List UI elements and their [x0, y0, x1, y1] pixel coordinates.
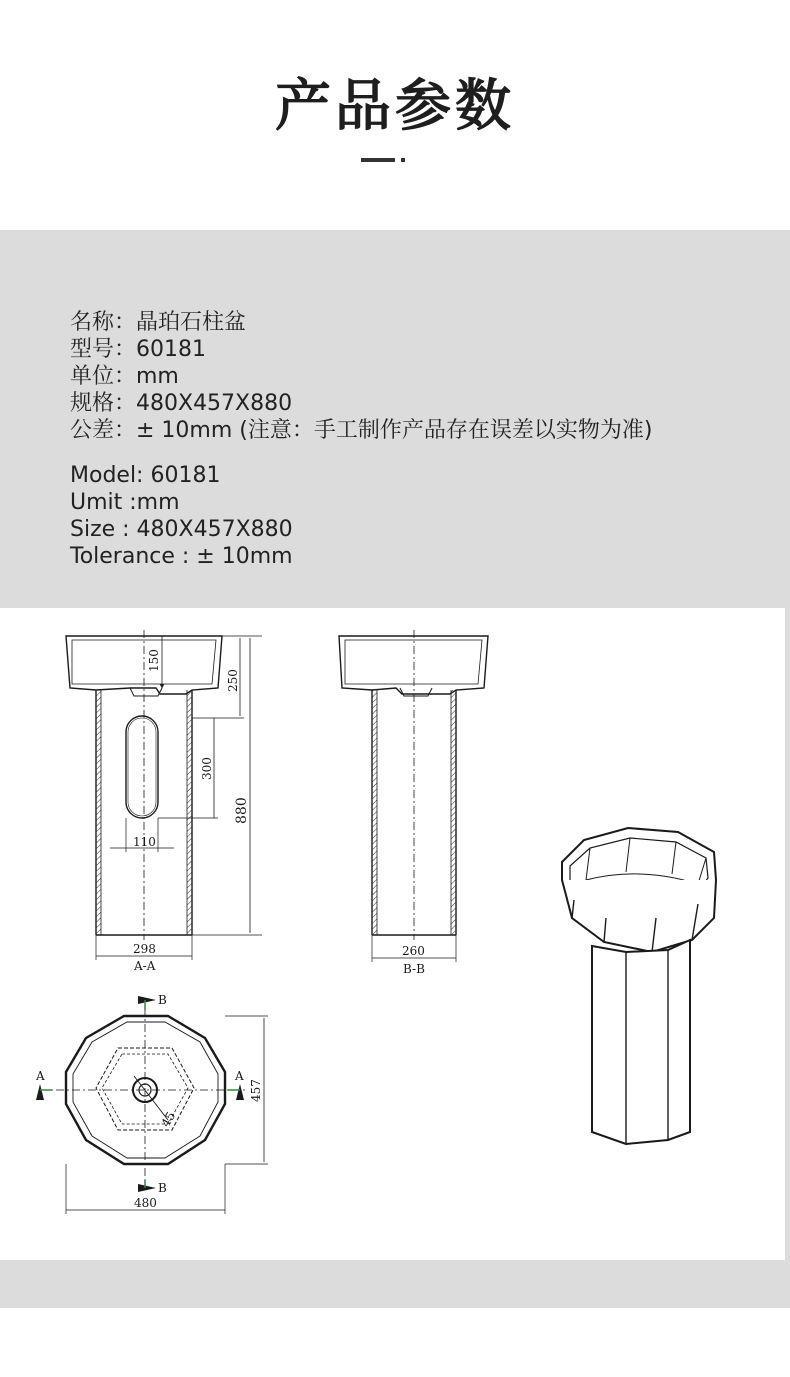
- dim-110-label: 110: [133, 835, 156, 849]
- dim-45-label: 45: [158, 1109, 179, 1130]
- spec-model: 型号：60181: [70, 337, 206, 362]
- dim-300-label: 300: [200, 757, 214, 780]
- dim-260-label: 260: [402, 944, 425, 958]
- dim-250-label: 250: [226, 669, 240, 692]
- isometric-view: [562, 828, 716, 1144]
- spec-unit: 单位：mm: [70, 364, 179, 389]
- section-bb-view: [339, 630, 488, 962]
- spec-size: 规格：480X457X880: [70, 391, 293, 416]
- spec-tolerance: 公差：± 10mm (注意：手工制作产品存在误差以实物为准): [70, 418, 653, 443]
- spec-name: 名称：晶珀石柱盆: [70, 310, 247, 335]
- spec-tolerance-en: Tolerance : ± 10mm: [70, 544, 293, 569]
- dim-457-label: 457: [249, 1079, 263, 1102]
- section-bb-labels: [402, 944, 425, 976]
- top-view: [40, 1008, 268, 1214]
- spec-unit-en: Umit :mm: [70, 490, 180, 515]
- dim-880-label: 880: [234, 797, 250, 824]
- marker-a-right: A: [235, 1069, 244, 1083]
- spec-model-en: Model: 60181: [70, 463, 221, 488]
- marker-a-left: A: [36, 1069, 45, 1083]
- spec-size-en: Size : 480X457X880: [70, 517, 293, 542]
- dim-298-label: 298: [133, 942, 156, 956]
- marker-b-bottom: B: [158, 1181, 167, 1195]
- marker-b-top: B: [158, 993, 167, 1007]
- page-title: 产品参数: [275, 74, 515, 139]
- dim-480-label: 480: [134, 1196, 157, 1210]
- dim-150-label: 150: [147, 649, 161, 672]
- section-aa-title: A-A: [134, 959, 156, 973]
- section-bb-title: B-B: [403, 962, 425, 976]
